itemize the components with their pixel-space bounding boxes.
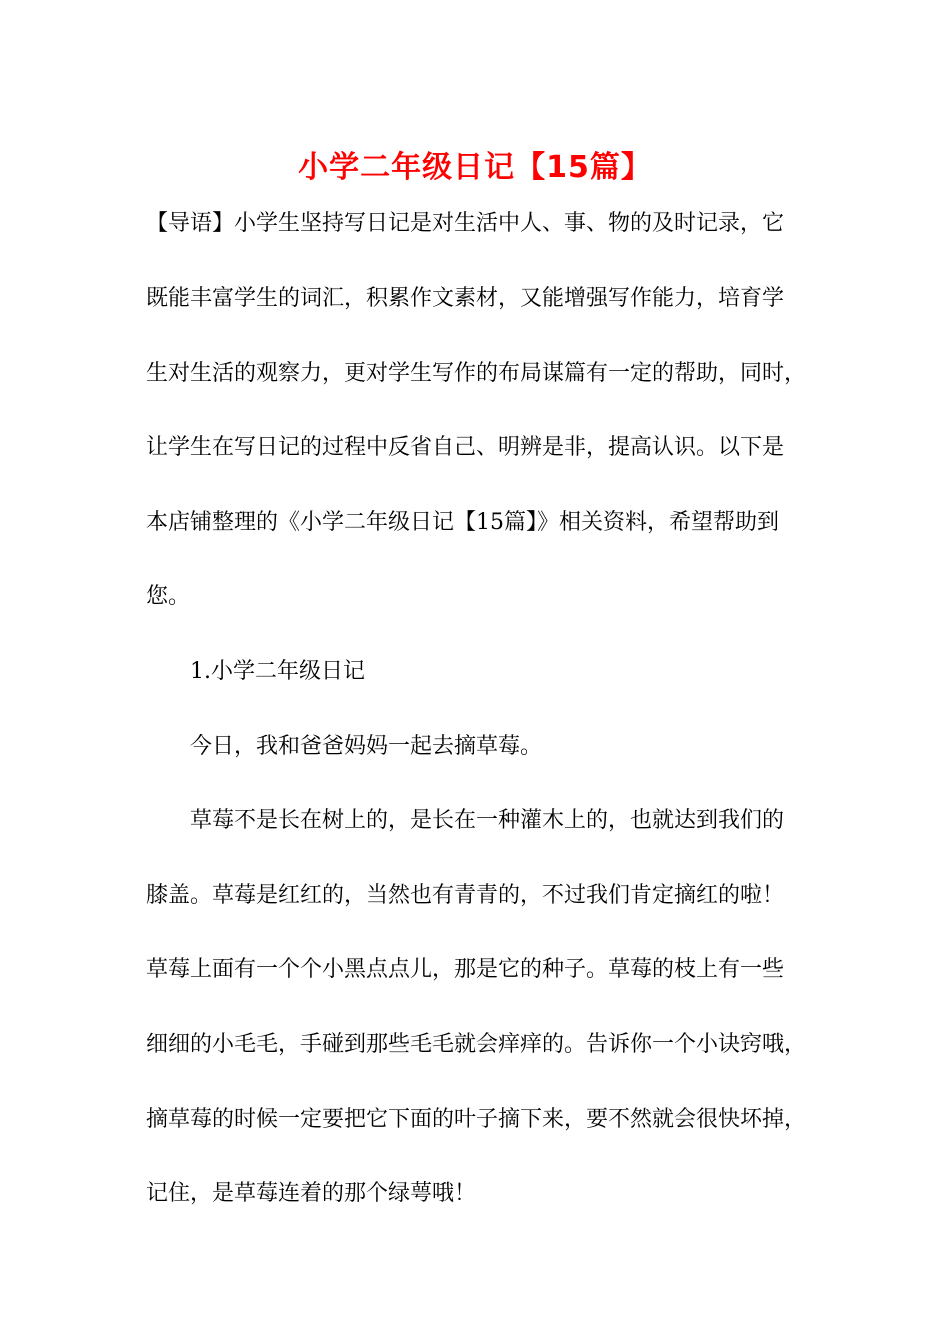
body-line-1: 今日，我和爸爸妈妈一起去摘草莓。 — [190, 734, 543, 759]
section-heading: 1.小学二年级日记 — [190, 659, 365, 684]
body-line-7: 记住，是草莓连着的那个绿萼哦！ — [146, 1181, 477, 1206]
intro-line-3: 生对生活的观察力，更对学生写作的布局谋篇有一定的帮助，同时， — [146, 361, 807, 386]
document-title: 小学二年级日记【15篇】 — [298, 150, 652, 185]
body-line-5: 细细的小毛毛，手碰到那些毛毛就会痒痒的。告诉你一个小诀窍哦， — [146, 1032, 807, 1057]
intro-line-5: 本店铺整理的《小学二年级日记【15篇】》相关资料，希望帮助到 — [146, 510, 779, 535]
intro-line-4: 让学生在写日记的过程中反省自己、明辨是非，提高认识。以下是 — [146, 435, 785, 460]
intro-line-6: 您。 — [146, 584, 191, 609]
body-line-2: 草莓不是长在树上的，是长在一种灌木上的，也就达到我们的 — [190, 808, 785, 833]
intro-line-2: 既能丰富学生的词汇，积累作文素材，又能增强写作能力，培育学 — [146, 286, 785, 311]
body-line-4: 草莓上面有一个个小黑点点儿，那是它的种子。草莓的枝上有一些 — [146, 957, 785, 982]
body-line-6: 摘草莓的时候一定要把它下面的叶子摘下来，要不然就会很快坏掉， — [146, 1107, 807, 1132]
intro-line-1: 【导语】小学生坚持写日记是对生活中人、事、物的及时记录，它 — [146, 211, 785, 236]
body-line-3: 膝盖。草莓是红红的，当然也有青青的，不过我们肯定摘红的啦！ — [146, 883, 785, 908]
